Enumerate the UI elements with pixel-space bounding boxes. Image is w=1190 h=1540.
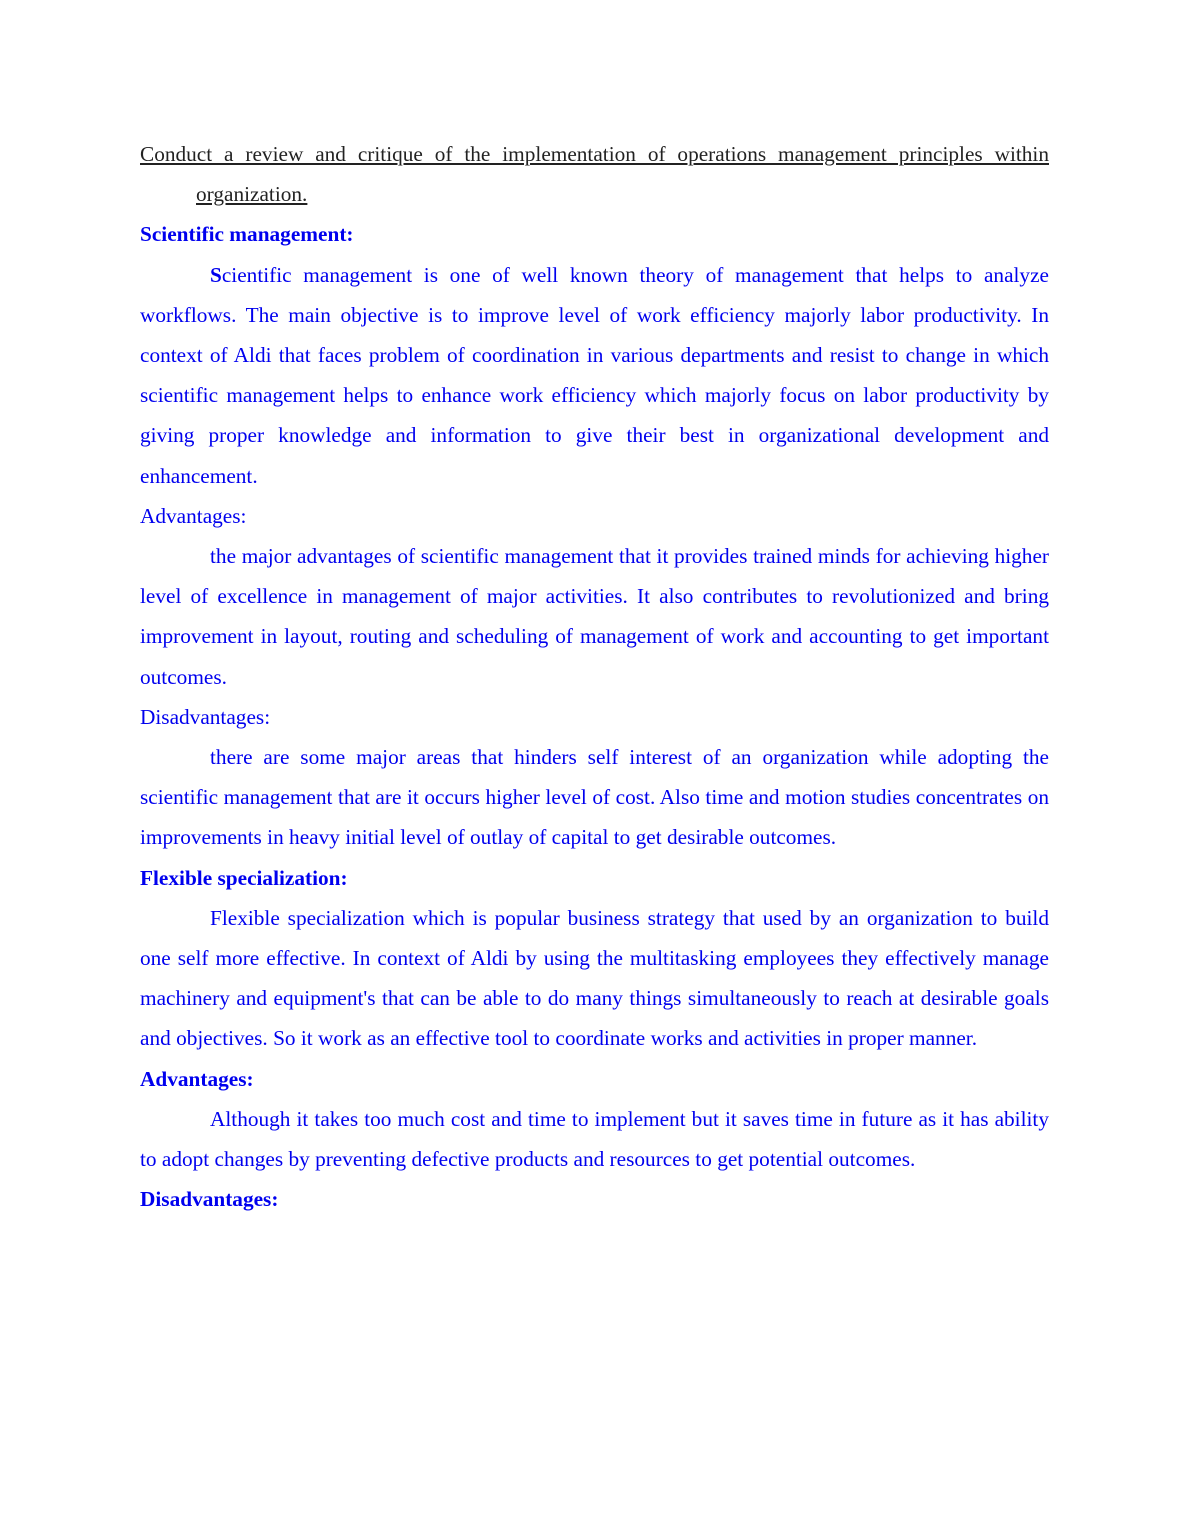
document-page xyxy=(140,134,1049,1219)
paragraph-scientific-management-intro xyxy=(140,255,1049,496)
section-heading-flexible-specialization: Flexible specialization: xyxy=(140,865,348,890)
paragraph-text: cientific management is one of well known theory of management that helps to analyze workflows. The main objective is to improve level of work efficiency majorly labor productivity. In context of Aldi that faces problem of coordination in various departments and resist to change in which scientific management helps to enhance work efficiency which majorly focus on labor productivity by giving proper knowledge and information to give their best in organizational development and enhancement. xyxy=(140,262,1049,488)
paragraph-advantages-scientific: the major advantages of scientific management that it provides trained minds for achieving higher level of excellence in management of major activities. It also contributes to revolutionized and bring improvement in layout, routing and scheduling of management of work and accounting to get important outcomes. xyxy=(140,544,1049,689)
subheading-advantages-scientific: Advantages: xyxy=(140,503,247,528)
paragraph-drop-letter: S xyxy=(210,262,222,287)
subheading-disadvantages-flexible: Disadvantages: xyxy=(140,1187,279,1212)
paragraph-disadvantages-scientific: there are some major areas that hinders self interest of an organization while adopting the scientific management that are it occurs higher level of cost. Also time and motion studies concentrates on improvements in heavy initial level of outlay of capital to get desirable outcomes. xyxy=(140,745,1049,850)
document-title: Conduct a review and critique of the implementation of operations management principles within organization. xyxy=(140,142,1049,207)
paragraph-flexible-specialization-intro: Flexible specialization which is popular business strategy that used by an organization to build one self more effective. In context of Aldi by using the multitasking employees they effectively manage machinery and equipment's that can be able to do many things simultaneously to reach at desirable goals and objectives. So it work as an effective tool to coordinate works and activities in proper manner. xyxy=(140,905,1049,1051)
section-heading-scientific-management: Scientific management: xyxy=(140,222,354,247)
paragraph-advantages-flexible: Although it takes too much cost and time to implement but it saves time in future as it has ability to adopt changes by preventing defective products and resources to get potential outcomes. xyxy=(140,1106,1049,1172)
subheading-disadvantages-scientific: Disadvantages: xyxy=(140,704,271,729)
subheading-advantages-flexible: Advantages: xyxy=(140,1066,254,1091)
